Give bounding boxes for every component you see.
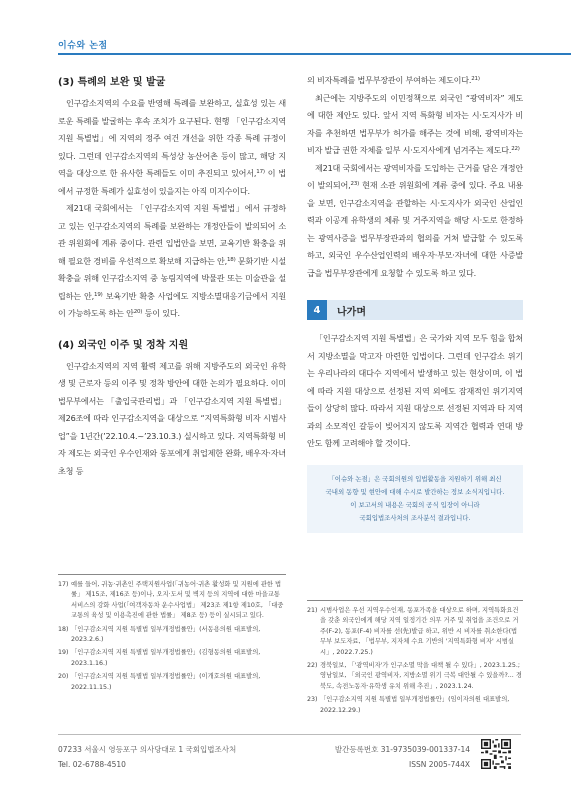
- right-paragraph-3: 제21대 국회에서는 광역비자를 도입하는 근거를 담은 개정안이 발의되어,$^{23)}$ 현재 소관 위원회에 계류 중에 있다. 주요 내용을 보면, 인구감소지역을 관할하는 시·도지사가 외국인 산업인력과 이공계 유학생의 체류 및 거주지역을 해당 시·도로 한정하는 광역사증을 법무부장관과의 협의를 거쳐 발급할 수 있도록 하고, 외국인 우수산업인력의 배우자·부모·자녀에 대한 사증발급을 법무부장관에게 요청할 수 있도록 하고 있다.: [307, 162, 523, 278]
- footer-registration: [330, 742, 470, 772]
- footnote-ref-17[interactable]: 17): [256, 169, 265, 175]
- right-paragraph-2: 최근에는 지방주도의 이민정책으로 외국인 “광역비자” 제도에 대한 제안도 있다. 앞서 지역 특화형 비자는 시·도지사가 비자를 추천하면 법무부가 허가를 해주는 것에 비해, 광역비자는 비자 발급 권한 자체를 일부 시·도지사에게 넘겨주는 제도다.$^{22)}$: [307, 92, 523, 155]
- right-column: [307, 72, 523, 533]
- conclusion-section-header: [307, 300, 523, 320]
- footnote-ref-22[interactable]: 22): [511, 146, 520, 152]
- section-3-paragraph-1: 인구감소지역의 수요를 반영해 특례를 보완하고, 실효성 있는 새로운 특례를 발굴하는 후속 조치가 요구된다. 현행 「인구감소지역 지원 특별법」에 지역의 정주 여건 개선을 위한 각종 특례 규정이 있다. 그런데 인구감소지역의 특성상 농산어촌 등이 많고, 해당 지역을 대상으로 한 유사한 특례들도 이미 추진되고 있어서,$^{17)}$ 이 법에서 규정한 특례가 실효성이 있을지는 아직 미지수이다.: [58, 98, 286, 196]
- footnote-20: 20) 「인구감소지역 지원 특별법 일부개정법률안」(이개호의원 대표발의, 2022.11.15.): [58, 673, 261, 691]
- footnote-ref-18[interactable]: 18): [226, 256, 236, 263]
- right-paragraph-1: 의 비자특례를 법무부장관이 부여하는 제도이다.$^{21)}$: [307, 75, 480, 85]
- info-line-1: 「이슈와 논점」은 국회의원의 입법활동을 지원하기 위해 최신: [328, 474, 502, 483]
- footer-address: 07233 서울시 영등포구 의사당대로 1 국회입법조사처: [58, 745, 237, 754]
- publication-info-box: [307, 465, 523, 533]
- info-line-4: 국회입법조사처의 조사분석 결과입니다.: [359, 513, 471, 522]
- footnote-21: 21) 시범사업은 우선 지역우수인재, 동포가족을 대상으로 하며, 지역특화요건을 갖춘 외국인에게 해당 지역 일정기간 의무 거주 및 취업을 조건으로 거주(F-2), 동포(F-4) 비자를 선(先)발급 하고, 위반 시 비자를 취소한다(법무부 보도자료, 「법무부, 지자체 수요 기반의 '지역특화형 비자' 시범실시」, 2022.7.25.): [307, 607, 519, 656]
- info-line-3: 이 보고서의 내용은 국회의 공식 입장이 아니라: [350, 500, 480, 509]
- info-line-2: 국내외 동향 및 현안에 대해 수시로 발간하는 정보 소식지입니다.: [325, 487, 505, 496]
- footer-tel: Tel. 02-6788-4510: [58, 760, 126, 769]
- section-3-paragraph-2: 제21대 국회에서는 「인구감소지역 지원 특별법」에서 규정하고 있는 인구감소지역의 특례를 보완하는 개정안들이 발의되어 소관 위원회에 계류 중이다. 관련 입법안을 보면, 교육기반 확충을 위해 필요한 경비를 우선적으로 확보해 지급하는 안,$^{18)}$ 문화기반 시설 확충을 위해 인구감소지역 중 농림지역에 박물관 또는 미술관을 설립하는 안,$^{19)}$ 보육기반 확충 사업에도 지방소멸대응기금에서 지원이 가능하도록 하는 안$^{20)}$ 등이 있다.: [58, 203, 286, 318]
- section-4-paragraph-1: 인구감소지역의 지역 활력 제고를 위해 지방주도의 외국인 유학생 및 근로자 등의 이주 및 정착 방안에 대한 논의가 필요하다. 이미 법무부에서는 「출입국관리법」과 「인구감소지역 지원 특별법」 제26조에 따라 인구감소지역을 대상으로 “지역특화형 비자 시범사업”을 1년간(’22.10.4.~’23.10.3.) 실시하고 있다. 지역특화형 비자 제도는 외국인 우수인재와 동포에게 취업제한 완화, 배우자·자녀 초청 등: [58, 360, 286, 476]
- header-label: 이슈와 논점: [58, 41, 108, 51]
- footnote-17: 17) 예를 들어, 귀농·귀촌인 주택지원사업(「귀농어·귀촌 활성화 및 지원에 관한 법률」 제15조, 제16조 등)이나, 오지·도서 및 벽지 등의 지역에 대한 마을교통서비스의 강화 사업(「여객자동차 운수사업법」 제23조 제1항 제10호, 「대중교통의 육성 및 이용촉진에 관한 법률」 제8조 등) 등이 실시되고 있다.: [58, 581, 284, 620]
- header-rule: [58, 53, 571, 55]
- conclusion-title: 나가며: [327, 300, 523, 320]
- footnote-22: 22) 경북일보, 「'광역비자'가 인구소멸 막을 대책 될 수 있다」, 2023.1.25.; 영남일보, 「외국인 광역비자, 지방소멸 위기 극복 대안될 수 있을까?... 경북도, 속전노동자·유학생 유치 위해 추진」, 2023.1.24.: [307, 662, 522, 690]
- section-3-title: (3) 특례의 보완 및 발굴: [58, 77, 166, 88]
- section-number-badge: 4: [307, 300, 327, 320]
- footnotes-left: [58, 574, 286, 696]
- footnotes-right: [307, 600, 523, 719]
- footnote-23: 23) 「인구감소지역 지원 특별법 일부개정법률안」(임이자의원 대표발의, 2022.12.29.): [307, 696, 510, 714]
- qr-code-icon[interactable]: [481, 739, 511, 769]
- conclusion-paragraph: 「인구감소지역 지원 특별법」은 국가와 지역 모두 힘을 합쳐서 지방소멸을 막고자 마련한 입법이다. 그런데 인구감소 위기는 우리나라의 대다수 지역에서 발생하고 있는 현상이며, 이 법에 따라 지원 대상으로 선정된 지역 외에도 잠재적인 위기지역들이 상당히 많다. 따라서 지원 대상으로 선정된 지역과 타 지역과의 소모적인 갈등이 빚어지지 않도록 지역간 협력과 연대 방안도 함께 고려해야 할 것이다.: [307, 333, 523, 448]
- footnote-18: 18) 「인구감소지역 지원 특별법 일부개정법률안」(서동용의원 대표발의, 2023.2.6.): [58, 625, 261, 644]
- footnote-ref-23[interactable]: 23): [350, 181, 360, 187]
- footnote-19: 19) 「인구감소지역 지원 특별법 일부개정법률안」(김형동의원 대표발의, 2023.1.16.): [58, 649, 261, 667]
- footer-contact: [58, 742, 236, 772]
- left-column: [58, 66, 286, 480]
- footnote-ref-19[interactable]: 19): [94, 291, 103, 298]
- section-4-title: (4) 외국인 이주 및 정착 지원: [58, 339, 189, 351]
- footer-reg-number: 발간등록번호 31-9735039-001337-14: [334, 745, 470, 754]
- footer-rule: [58, 734, 521, 735]
- footnote-ref-21[interactable]: 21): [471, 76, 480, 82]
- footnote-ref-20[interactable]: 20): [133, 309, 143, 315]
- footer-issn: ISSN 2005-744X: [409, 760, 470, 769]
